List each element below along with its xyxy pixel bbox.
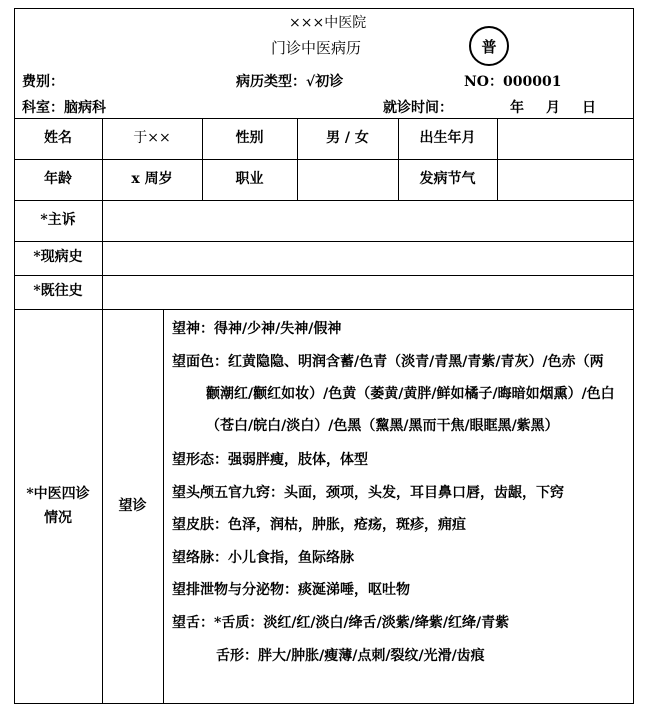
birth-label: 出生年月 bbox=[419, 129, 476, 146]
observation-line: 望络脉：小儿食指，鱼际络脉 bbox=[172, 550, 354, 566]
observation-line: 颧潮红/颧红如妆）/色黄（萎黄/黄胖/鲜如橘子/晦暗如烟熏）/色白 bbox=[206, 386, 615, 402]
observation-line: 望排泄物与分泌物：痰涎涕唾，呕吐物 bbox=[172, 582, 410, 598]
observation-line: 望面色：红黄隐隐、明润含蓄/色青（淡青/青黑/青紫/青灰）/色赤（两 bbox=[172, 354, 604, 370]
visit-year: 年 bbox=[510, 100, 524, 116]
observation-line: 望神：得神/少神/失神/假神 bbox=[172, 321, 342, 337]
visit-time-label: 就诊时间： bbox=[383, 100, 453, 116]
present-history-label: *现病史 bbox=[33, 249, 83, 266]
name-label: 姓名 bbox=[44, 129, 72, 146]
solar-term-field[interactable] bbox=[497, 159, 634, 200]
fee-label: 费别： bbox=[22, 74, 64, 90]
job-label: 职业 bbox=[235, 170, 264, 187]
name-field[interactable]: 于×× bbox=[133, 129, 171, 146]
observation-line: 舌形：胖大/肿胀/瘦薄/点刺/裂纹/光滑/齿痕 bbox=[216, 648, 485, 664]
department: 科室：脑病科 bbox=[22, 100, 106, 116]
section-label-line-2: 情况 bbox=[44, 509, 72, 526]
section-label-line-1: *中医四诊 bbox=[26, 485, 90, 502]
observation-line: （苍白/皖白/淡白）/色黑（黧黑/黑而干焦/眼眶黑/紫黑） bbox=[206, 418, 559, 434]
past-history-label: *既往史 bbox=[33, 283, 83, 300]
record-title: 门诊中医病历 bbox=[271, 39, 362, 57]
job-field[interactable] bbox=[297, 159, 398, 200]
visit-month: 月 bbox=[546, 100, 560, 116]
age-label: 年龄 bbox=[44, 170, 72, 187]
age-field[interactable]: x 周岁 bbox=[131, 170, 173, 187]
record-type: 病历类型：√初诊 bbox=[236, 74, 344, 90]
sex-field[interactable]: 男 / 女 bbox=[326, 129, 369, 146]
inspection-method-label: 望诊 bbox=[118, 497, 147, 514]
seal-stamp: 普 bbox=[469, 26, 509, 66]
observation-line: 望头颅五官九窍：头面，颈项，头发，耳目鼻口唇，齿龈，下窍 bbox=[172, 485, 564, 501]
birth-field[interactable] bbox=[497, 118, 634, 159]
hospital-name: ×××中医院 bbox=[289, 15, 367, 31]
visit-day: 日 bbox=[582, 100, 596, 116]
present-history-field[interactable] bbox=[102, 241, 634, 275]
observation-line: 望形态：强弱胖瘦，肢体，体型 bbox=[172, 452, 368, 468]
record-number: NO：000001 bbox=[464, 74, 562, 90]
observation-line: 望皮肤：色泽，润枯，肿胀，疮疡，斑疹，痈疽 bbox=[172, 517, 466, 533]
past-history-field[interactable] bbox=[102, 275, 634, 309]
chief-complaint-field[interactable] bbox=[102, 200, 634, 241]
observation-line: 望舌：*舌质：淡红/红/淡白/绛舌/淡紫/绛紫/红绛/青紫 bbox=[172, 615, 510, 631]
sex-label: 性别 bbox=[235, 129, 264, 146]
solar-term-label: 发病节气 bbox=[419, 170, 476, 187]
chief-complaint-label: *主诉 bbox=[40, 211, 76, 228]
tcm-four-diagnostics-label bbox=[14, 309, 102, 704]
